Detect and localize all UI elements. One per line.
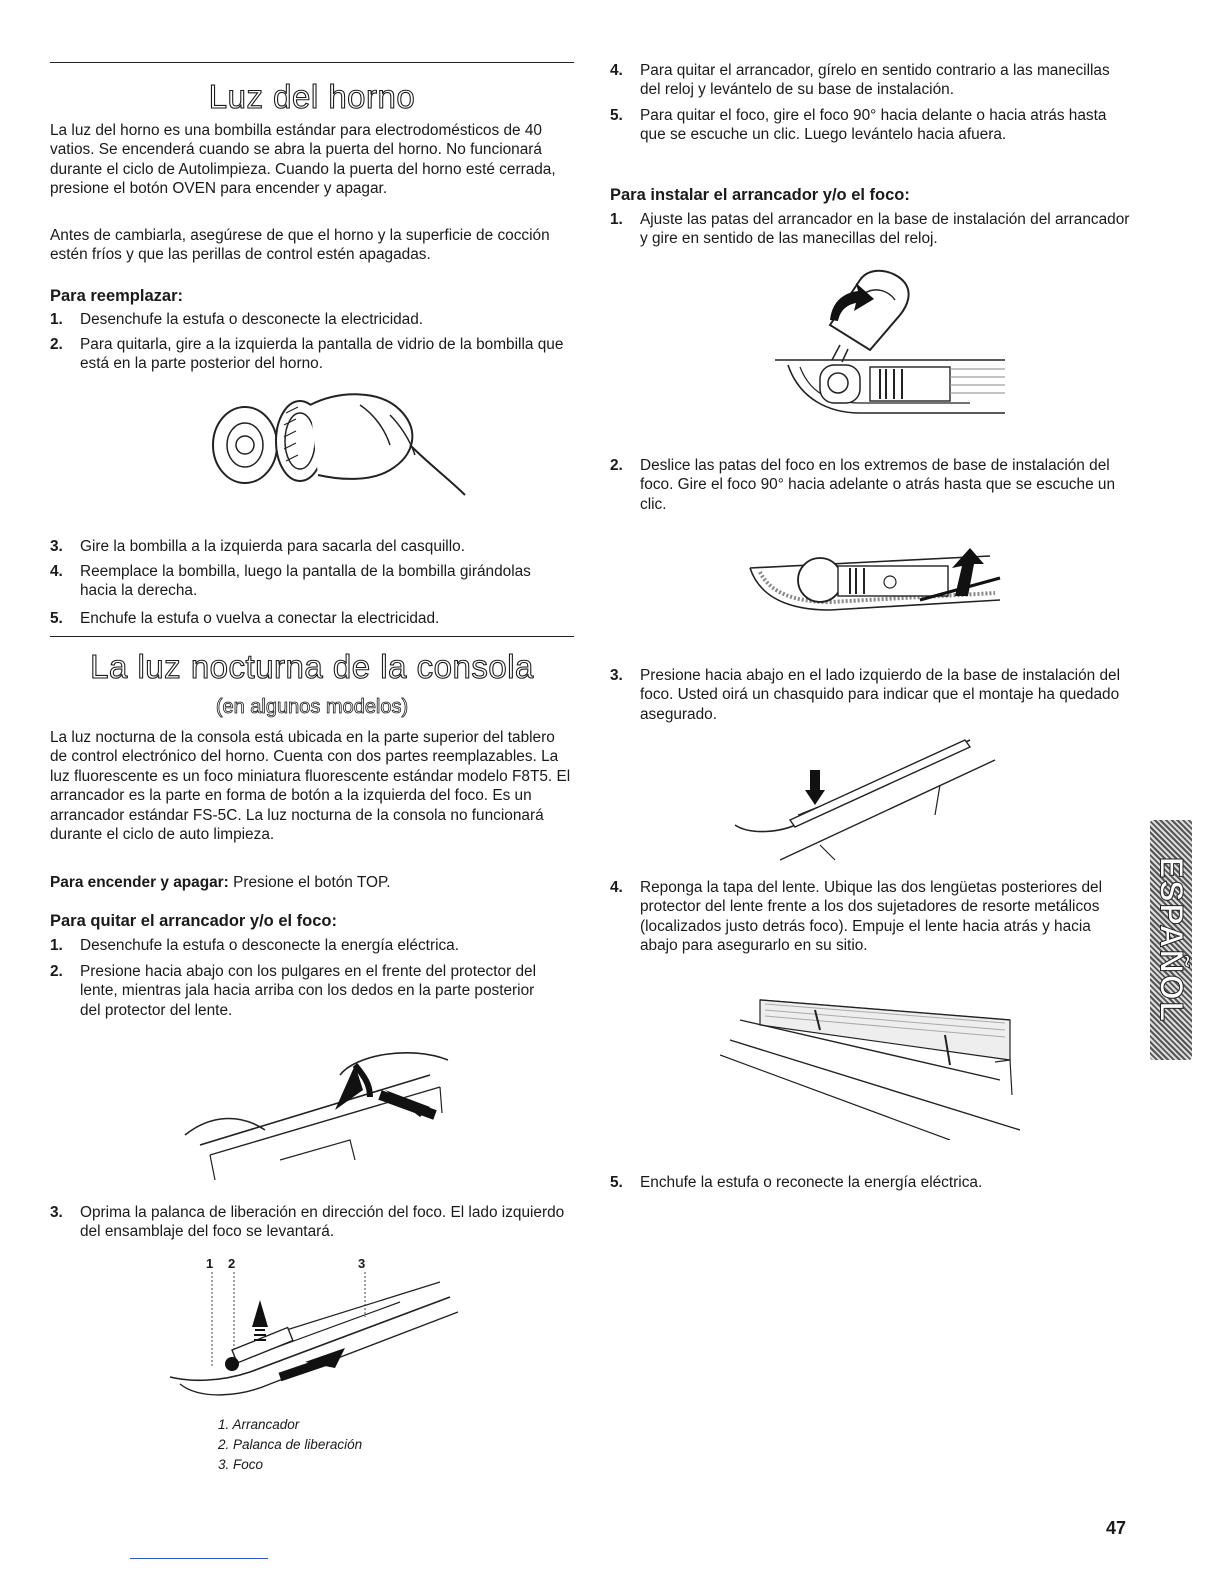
list-item bbox=[50, 1203, 570, 1242]
lens-removal-illustration bbox=[180, 1035, 450, 1185]
step-number: 2. bbox=[50, 963, 63, 980]
step-number: 1. bbox=[610, 211, 623, 228]
callout-label: 3 bbox=[358, 1256, 366, 1271]
step-number: 2. bbox=[610, 457, 623, 474]
step-text: Presione hacia abajo con los pulgares en el frente del protector del lente, mientras jala hacia arriba con los dedos en la parte posterior del protector del lente. bbox=[80, 963, 537, 1019]
figure-caption: 2. Palanca de liberación bbox=[218, 1437, 363, 1452]
remove-heading: Para quitar el arrancador y/o el foco: bbox=[50, 912, 338, 930]
step-text: Enchufe la estufa o reconecte la energía eléctrica. bbox=[640, 1174, 983, 1191]
list-item bbox=[610, 210, 1130, 249]
step-number: 4. bbox=[610, 879, 623, 896]
step-number: 5. bbox=[50, 610, 63, 627]
step-number: 4. bbox=[50, 563, 63, 580]
list-item bbox=[610, 106, 1110, 145]
list-item bbox=[610, 1173, 1120, 1192]
list-item bbox=[50, 310, 570, 329]
release-lever-illustration bbox=[160, 1272, 460, 1412]
press-base-illustration bbox=[730, 735, 1000, 865]
step-number: 1. bbox=[50, 311, 63, 328]
list-item bbox=[50, 936, 570, 955]
step-text: Desenchufe la estufa o desconecte la energía eléctrica. bbox=[80, 937, 460, 954]
replace-heading: Para reemplazar: bbox=[50, 287, 183, 305]
on-off-text: Presione el botón TOP. bbox=[228, 874, 391, 891]
bulb-slide-illustration bbox=[740, 538, 1010, 628]
section-rule bbox=[50, 636, 574, 637]
figure-caption: 3. Foco bbox=[218, 1457, 264, 1472]
section-rule bbox=[50, 62, 574, 63]
step-text: Para quitar el arrancador, gírelo en sentido contrario a las manecillas del reloj y levántelo de su base de instalación. bbox=[640, 62, 1110, 99]
install-heading: Para instalar el arrancador y/o el foco: bbox=[610, 186, 910, 204]
figure-caption: 1. Arrancador bbox=[218, 1417, 300, 1432]
step-text: Gire la bombilla a la izquierda para sacarla del casquillo. bbox=[80, 538, 465, 555]
list-item bbox=[50, 537, 570, 556]
oven-light-caution: Antes de cambiarla, asegúrese de que el horno y la superficie de cocción estén fríos y que las perillas de control estén apagadas. bbox=[50, 227, 550, 264]
starter-install-illustration bbox=[770, 265, 1010, 430]
oven-light-intro: La luz del horno es una bombilla estándar para electrodomésticos de 40 vatios. Se encenderá cuando se abra la puerta del horno. No funcionará durante el ciclo de Autolimpieza. Cuando la puerta del horno esté cerrada, presione el botón OVEN para encender y apagar. bbox=[50, 122, 556, 198]
step-text: Reponga la tapa del lente. Ubique las dos lengüetas posteriores del protector del lente frente a los dos sujetadores de resorte metálicos (localizados justo detrás foco). Empuje el lente hacia atrás y hacia abajo para asegurarlo en su sitio. bbox=[640, 879, 1103, 955]
list-item bbox=[50, 562, 550, 601]
step-text: Para quitar el foco, gire el foco 90° hacia delante o hacia atrás hasta que se escuche un clic. Luego levántelo hacia afuera. bbox=[640, 107, 1107, 144]
step-number: 4. bbox=[610, 62, 623, 79]
on-off-instructions bbox=[50, 873, 572, 892]
step-number: 5. bbox=[610, 107, 623, 124]
step-text: Oprima la palanca de liberación en dirección del foco. El lado izquierdo del ensamblaje del foco se levantará. bbox=[80, 1204, 565, 1241]
step-text: Enchufe la estufa o vuelva a conectar la electricidad. bbox=[80, 610, 440, 627]
step-text: Deslice las patas del foco en los extremos de base de instalación del foco. Gire el foco 90° hacia adelante o atrás hasta que se escuche un clic. bbox=[640, 457, 1116, 513]
list-item bbox=[50, 962, 550, 1020]
page-number: 47 bbox=[1106, 1518, 1127, 1538]
list-item bbox=[610, 456, 1120, 514]
callout-label: 2 bbox=[228, 1256, 236, 1271]
oven-light-title: Luz del horno bbox=[208, 78, 416, 115]
bulb-cover-illustration bbox=[200, 385, 480, 515]
lens-replace-illustration bbox=[720, 990, 1020, 1140]
list-item bbox=[610, 666, 1120, 724]
step-number: 3. bbox=[610, 667, 623, 684]
console-light-subtitle: (en algunos modelos) bbox=[215, 696, 409, 718]
callout-label: 1 bbox=[206, 1256, 214, 1271]
step-text: Desenchufe la estufa o desconecte la electricidad. bbox=[80, 311, 424, 328]
step-number: 1. bbox=[50, 937, 63, 954]
list-item bbox=[610, 61, 1110, 100]
step-text: Reemplace la bombilla, luego la pantalla de la bombilla girándolas hacia la derecha. bbox=[80, 563, 531, 600]
language-tab-label: ESPAÑOL bbox=[1153, 856, 1190, 1024]
step-text: Para quitarla, gire a la izquierda la pantalla de vidrio de la bombilla que está en la parte posterior del horno. bbox=[80, 336, 564, 373]
list-item bbox=[50, 335, 570, 374]
console-light-title: La luz nocturna de la consola bbox=[90, 648, 534, 685]
step-number: 3. bbox=[50, 1204, 63, 1221]
step-number: 2. bbox=[50, 336, 63, 353]
step-text: Presione hacia abajo en el lado izquierdo de la base de instalación del foco. Usted oirá un chasquido para indicar que el montaje ha quedado asegurado. bbox=[640, 667, 1121, 723]
list-item bbox=[50, 609, 570, 628]
list-item bbox=[610, 878, 1120, 956]
step-number: 3. bbox=[50, 538, 63, 555]
console-light-intro: La luz nocturna de la consola está ubicada en la parte superior del tablero de control electrónico del horno. Cuenta con dos partes reemplazables. La luz fluorescente es un foco miniatura fluorescente estándar modelo F8T5. El arrancador es la parte en forma de botón a la izquierda del foco. Es un arrancador estándar FS-5C. La luz nocturna de la consola no funcionará durante el ciclo de auto limpieza. bbox=[50, 729, 571, 844]
step-number: 5. bbox=[610, 1174, 623, 1191]
step-text: Ajuste las patas del arrancador en la base de instalación del arrancador y gire en sentido de las manecillas del reloj. bbox=[640, 211, 1130, 248]
footer-rule bbox=[130, 1558, 268, 1559]
on-off-label: Para encender y apagar: bbox=[50, 874, 229, 891]
